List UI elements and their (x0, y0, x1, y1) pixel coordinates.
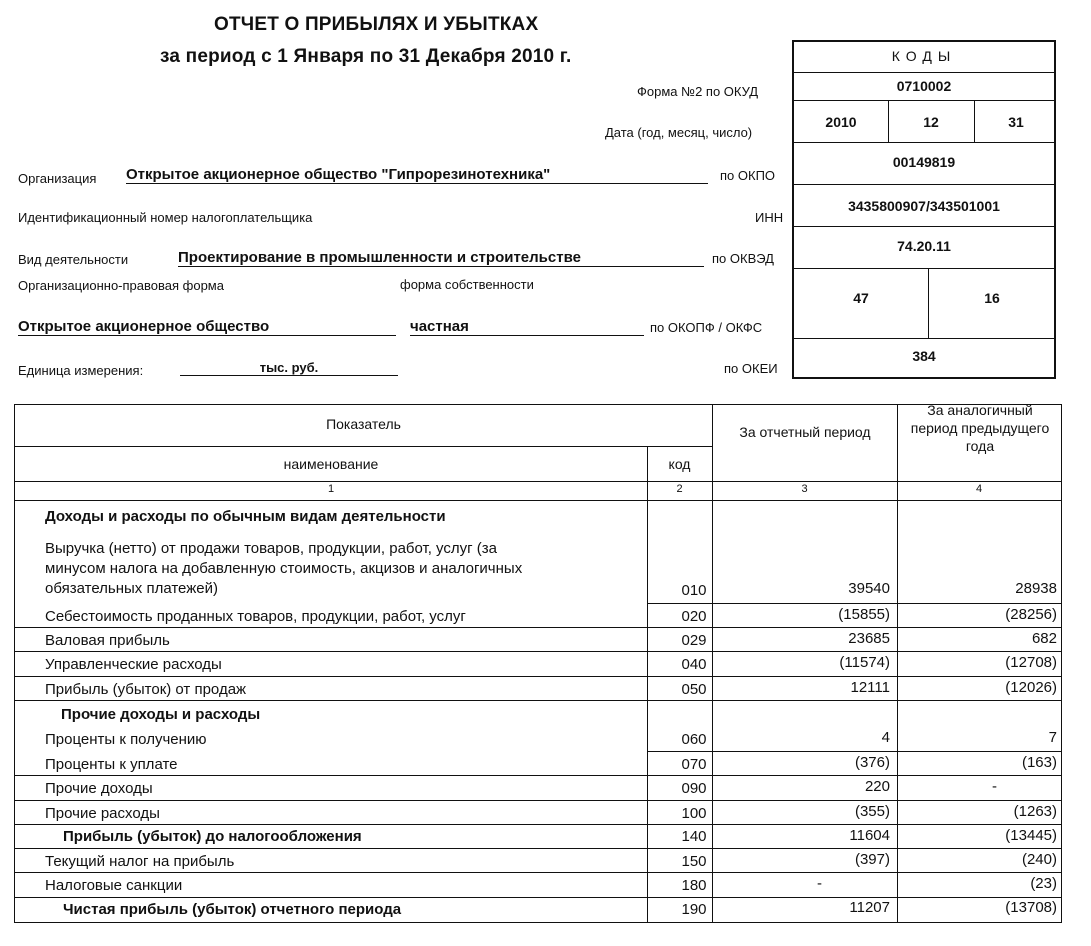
row-admin-expenses-code: 040 (681, 656, 707, 673)
h-prev: За аналогичный период предыдущего года (910, 402, 1050, 454)
row-net-profit-prev: (13708) (1005, 899, 1057, 916)
row-interest-paid-code: 070 (681, 756, 707, 773)
date-year: 2010 (825, 114, 857, 130)
row-other-income-cur: 220 (864, 778, 890, 795)
row-cost: Себестоимость проданных товаров, продукции, работ, услуг (45, 608, 466, 625)
col-num-4: 4 (975, 483, 983, 495)
okpo-code: 00149819 (892, 154, 956, 170)
inn-code: 3435800907/343501001 (848, 198, 1000, 214)
legal-form-value: Открытое акционерное общество (18, 318, 396, 336)
row-tax-sanctions-cur: - (817, 875, 822, 892)
row-other-expenses-code: 100 (681, 805, 707, 822)
okfs-code: 16 (984, 290, 1000, 306)
okopf-label: по ОКОПФ / ОКФС (650, 320, 763, 335)
row-pretax-profit: Прибыль (убыток) до налогообложения (63, 828, 362, 845)
row-sales-profit-code: 050 (681, 681, 707, 698)
row-interest-paid-cur: (376) (854, 754, 890, 771)
col-num-2: 2 (676, 483, 683, 495)
org-name: Открытое акционерное общество "Гипрорезинотехника" (126, 166, 708, 184)
row-income-tax: Текущий налог на прибыль (45, 853, 235, 870)
row-interest-paid-prev: (163) (1021, 754, 1057, 771)
row-admin-expenses-cur: (11574) (839, 654, 890, 671)
h-name: наименование (283, 456, 379, 472)
row-sales-profit-cur: 12111 (850, 679, 890, 696)
row-revenue-code: 010 (681, 582, 707, 599)
org-label: Организация (18, 171, 97, 186)
row-income-tax-prev: (240) (1021, 851, 1057, 868)
h-code: код (668, 456, 691, 472)
row-cost-code: 020 (681, 608, 707, 625)
row-other-income-code: 090 (681, 780, 707, 797)
okei-label: по ОКЕИ (724, 361, 778, 376)
ownership-label: форма собственности (400, 277, 534, 292)
date-month: 12 (923, 114, 939, 130)
col-num-3: 3 (801, 483, 808, 495)
row-cost-cur: (15855) (838, 606, 890, 623)
ownership-value: частная (410, 318, 644, 336)
okei-code: 384 (912, 348, 936, 364)
okpo-label: по ОКПО (720, 168, 776, 183)
row-revenue-line2: минусом налога на добавленную стоимость, акцизов и аналогичных (45, 560, 523, 577)
row-gross-profit-code: 029 (681, 632, 707, 649)
row-net-profit-cur: 11207 (849, 899, 890, 916)
pnl-table (14, 404, 1062, 923)
activity-value: Проектирование в промышленности и строительстве (178, 249, 704, 267)
inn-label: Идентификационный номер налогоплательщика (18, 210, 313, 225)
row-other-expenses-prev: (1263) (1013, 803, 1057, 820)
row-other-expenses: Прочие расходы (45, 805, 160, 822)
row-gross-profit-prev: 682 (1031, 630, 1057, 647)
row-revenue-prev: 28938 (1015, 580, 1057, 597)
row-pretax-profit-cur: 11604 (849, 827, 890, 844)
codes-header: КОДЫ (891, 48, 957, 64)
row-tax-sanctions-prev: (23) (1030, 875, 1057, 892)
date-day: 31 (1008, 114, 1024, 130)
row-revenue-line3: обязательных платежей) (45, 580, 218, 597)
inn-code-label: ИНН (755, 210, 784, 225)
row-pretax-profit-code: 140 (681, 828, 707, 845)
row-section-ordinary: Доходы и расходы по обычным видам деятельности (45, 508, 446, 525)
row-income-tax-cur: (397) (854, 851, 890, 868)
row-net-profit-code: 190 (681, 901, 707, 918)
report-title: ОТЧЕТ О ПРИБЫЛЯХ И УБЫТКАХ (214, 14, 539, 35)
okved-label: по ОКВЭД (712, 251, 774, 266)
row-net-profit: Чистая прибыль (убыток) отчетного периода (63, 901, 402, 918)
col-num-1: 1 (327, 483, 335, 495)
row-gross-profit-cur: 23685 (848, 630, 890, 647)
row-interest-received-code: 060 (681, 731, 707, 748)
row-interest-paid: Проценты к уплате (45, 756, 178, 773)
row-admin-expenses-prev: (12708) (1005, 654, 1057, 671)
row-interest-received-prev: 7 (1048, 729, 1057, 746)
row-gross-profit: Валовая прибыль (45, 632, 170, 649)
okopf-code: 47 (853, 290, 869, 306)
codes-box (792, 40, 1056, 379)
okved-code: 74.20.11 (897, 238, 951, 254)
row-revenue-line1: Выручка (нетто) от продажи товаров, продукции, работ, услуг (за (45, 540, 497, 557)
row-sales-profit-prev: (12026) (1005, 679, 1057, 696)
legal-form-label: Организационно-правовая форма (18, 278, 224, 293)
row-revenue-cur: 39540 (848, 580, 890, 597)
row-sales-profit: Прибыль (убыток) от продаж (45, 681, 247, 698)
row-income-tax-code: 150 (681, 853, 707, 870)
row-other-income: Прочие доходы (45, 780, 153, 797)
row-admin-expenses: Управленческие расходы (45, 656, 222, 673)
report-period: за период с 1 Января по 31 Декабря 2010 г. (160, 46, 572, 67)
h-current: За отчетный период (739, 424, 871, 440)
row-tax-sanctions-code: 180 (681, 877, 707, 894)
row-pretax-profit-prev: (13445) (1005, 827, 1057, 844)
row-section-other: Прочие доходы и расходы (61, 706, 261, 723)
okud-code: 0710002 (896, 78, 952, 94)
unit-label: Единица измерения: (18, 363, 144, 378)
row-other-income-prev: - (992, 778, 997, 795)
row-interest-received-cur: 4 (881, 729, 890, 746)
h-indicator: Показатель (326, 416, 401, 432)
unit-value: тыс. руб. (180, 360, 398, 376)
activity-label: Вид деятельности (18, 252, 129, 267)
row-other-expenses-cur: (355) (854, 803, 890, 820)
row-interest-received: Проценты к получению (45, 731, 207, 748)
date-label: Дата (год, месяц, число) (605, 125, 753, 140)
okud-label: Форма №2 по ОКУД (637, 84, 759, 99)
row-tax-sanctions: Налоговые санкции (45, 877, 183, 894)
row-cost-prev: (28256) (1005, 606, 1057, 623)
